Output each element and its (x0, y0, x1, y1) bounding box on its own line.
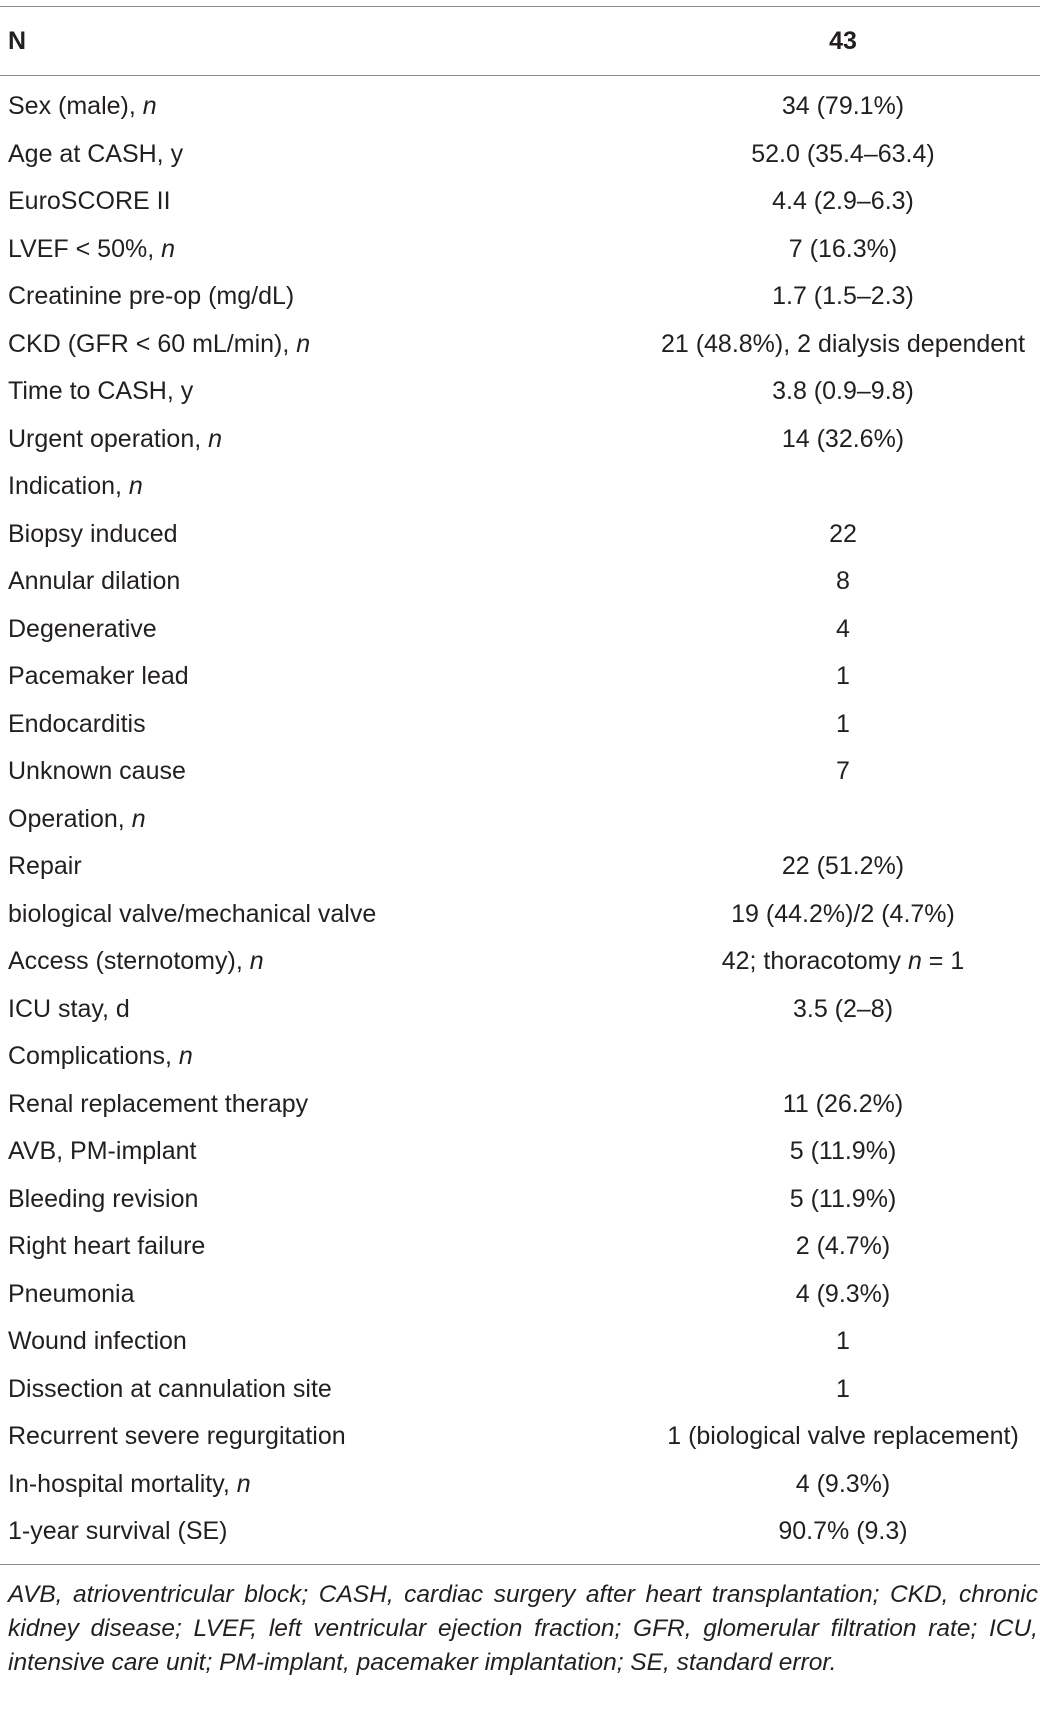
row-label: Annular dilation (8, 567, 181, 596)
row-label: Biopsy induced (8, 519, 178, 548)
table-row (0, 1461, 1040, 1509)
table-row (0, 1033, 1040, 1081)
table-row (0, 986, 1040, 1034)
table-row (0, 131, 1040, 179)
table-header (0, 7, 1040, 76)
row-label: Repair (8, 852, 82, 881)
table-row (0, 1176, 1040, 1224)
table-row (0, 463, 1040, 511)
table-row (0, 1223, 1040, 1271)
table-row (0, 178, 1040, 226)
row-value: 1.7 (1.5–2.3) (772, 282, 914, 311)
row-label: Endocarditis (8, 709, 146, 738)
row-value: 34 (79.1%) (781, 92, 905, 121)
row-label: Urgent operation, n (8, 424, 223, 453)
row-value: 3.8 (0.9–9.8) (772, 377, 914, 406)
table-footnote: AVB, atrioventricular block; CASH, cardiac surgery after heart transplantation; CKD, chronic kidney disease; LVEF, left ventricular ejection fraction; GFR, glomerular filtration rate; ICU, intensive care unit; PM-implant, pacemaker implantation; SE, standard error. (8, 1581, 1038, 1676)
row-label: Sex (male), n (8, 92, 157, 121)
row-label: Recurrent severe regurgitation (8, 1422, 346, 1451)
row-label: Pneumonia (8, 1279, 135, 1308)
table-row (0, 273, 1040, 321)
table-row (0, 368, 1040, 416)
row-label: In-hospital mortality, n (8, 1469, 251, 1498)
row-label: CKD (GFR < 60 mL/min), n (8, 329, 311, 358)
row-value: 7 (16.3%) (788, 234, 898, 263)
row-value: 1 (836, 1374, 850, 1403)
row-label: Age at CASH, y (8, 139, 184, 168)
header-label: N (8, 26, 27, 55)
table-row (0, 653, 1040, 701)
table-row (0, 938, 1040, 986)
row-label: Right heart failure (8, 1232, 206, 1261)
table-row (0, 606, 1040, 654)
table-row (0, 83, 1040, 131)
row-value: 19 (44.2%)/2 (4.7%) (731, 899, 955, 928)
table-row (0, 748, 1040, 796)
row-label: Unknown cause (8, 757, 186, 786)
row-label: biological valve/mechanical valve (8, 899, 377, 928)
table-row (0, 1271, 1040, 1319)
row-value: 3.5 (2–8) (792, 994, 894, 1023)
header-value: 43 (829, 26, 857, 55)
row-value: 5 (11.9%) (789, 1137, 897, 1166)
row-label: ICU stay, d (8, 994, 130, 1023)
table-row (0, 416, 1040, 464)
row-value: 4 (9.3%) (795, 1469, 891, 1498)
table-row (0, 1128, 1040, 1176)
row-label: AVB, PM-implant (8, 1137, 197, 1166)
table-row (0, 891, 1040, 939)
row-value: 1 (biological valve replacement) (667, 1422, 1019, 1451)
table-row (0, 843, 1040, 891)
row-value: 21 (48.8%), 2 dialysis dependent (660, 329, 1026, 358)
row-value: 1 (836, 709, 850, 738)
table-row (0, 321, 1040, 369)
row-label: Operation, n (8, 804, 146, 833)
row-label: 1-year survival (SE) (8, 1517, 228, 1546)
row-label: Pacemaker lead (8, 662, 189, 691)
row-value: 1 (836, 662, 850, 691)
table-row (0, 226, 1040, 274)
row-label: Time to CASH, y (8, 377, 194, 406)
row-label: Complications, n (8, 1042, 193, 1071)
row-value: 90.7% (9.3) (778, 1517, 908, 1546)
table-body (0, 76, 1040, 1565)
row-value: 4 (836, 614, 850, 643)
table-row (0, 511, 1040, 559)
row-value: 7 (836, 757, 850, 786)
table-row (0, 1318, 1040, 1366)
row-value: 4.4 (2.9–6.3) (772, 187, 914, 216)
data-table (0, 6, 1040, 1565)
row-value: 4 (9.3%) (795, 1279, 891, 1308)
table-row (0, 1413, 1040, 1461)
row-label: Access (sternotomy), n (8, 947, 264, 976)
row-value: 22 (51.2%) (781, 852, 905, 881)
row-label: Renal replacement therapy (8, 1089, 309, 1118)
row-value: 5 (11.9%) (789, 1184, 897, 1213)
row-value: 52.0 (35.4–63.4) (751, 139, 935, 168)
row-value: 2 (4.7%) (795, 1232, 891, 1261)
table-row (0, 558, 1040, 606)
row-label: Indication, n (8, 472, 143, 501)
table-row (0, 1081, 1040, 1129)
row-label: Dissection at cannulation site (8, 1374, 332, 1403)
row-value: 14 (32.6%) (781, 424, 905, 453)
row-label: LVEF < 50%, n (8, 234, 175, 263)
row-value: 11 (26.2%) (782, 1089, 904, 1118)
row-label: Bleeding revision (8, 1184, 199, 1213)
table-row (0, 1508, 1040, 1556)
row-value: 8 (836, 567, 850, 596)
row-value: 22 (829, 519, 857, 548)
row-label: Wound infection (8, 1327, 187, 1356)
table-row (0, 701, 1040, 749)
table-row (0, 1366, 1040, 1414)
row-value: 1 (836, 1327, 850, 1356)
table-row (0, 796, 1040, 844)
row-value: 42; thoracotomy n = 1 (721, 947, 965, 976)
row-label: Creatinine pre-op (mg/dL) (8, 282, 295, 311)
row-label: EuroSCORE II (8, 187, 171, 216)
row-label: Degenerative (8, 614, 157, 643)
